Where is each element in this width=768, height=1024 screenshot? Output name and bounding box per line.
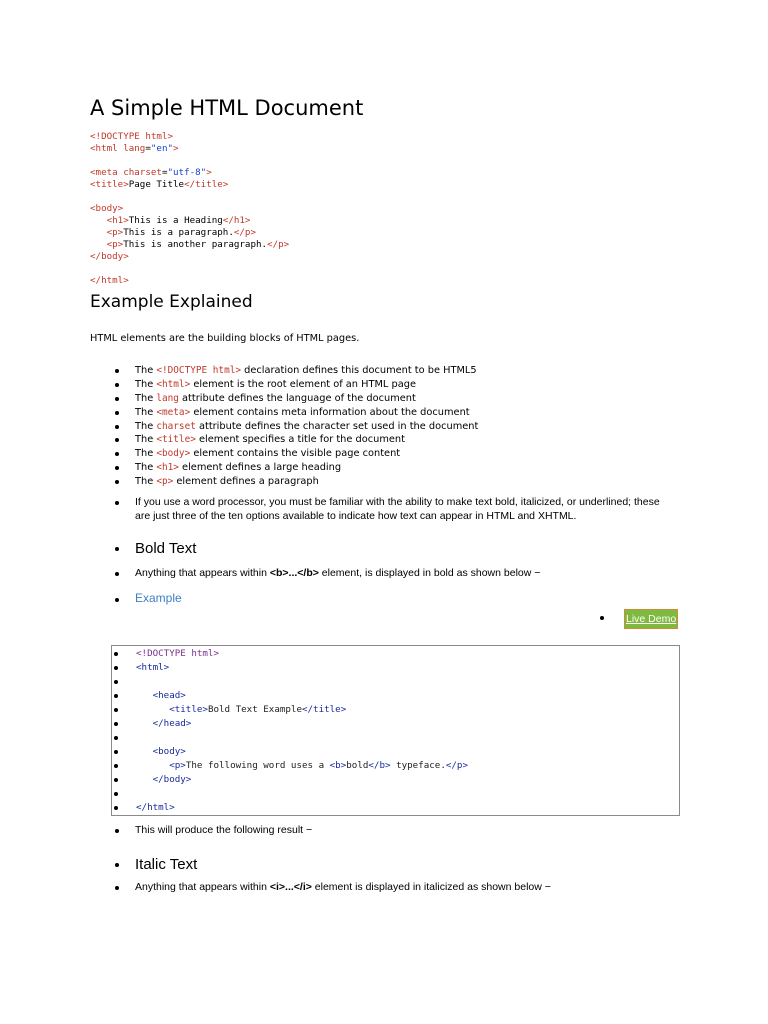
example-code-row xyxy=(112,661,672,675)
code-line xyxy=(90,251,289,263)
code-line xyxy=(90,275,289,287)
bold-desc-pre: Anything that appears within xyxy=(135,567,270,579)
code-line xyxy=(90,215,289,227)
code-token: </title> xyxy=(184,179,229,190)
explained-item xyxy=(113,364,478,378)
explained-item xyxy=(113,406,478,420)
explained-item xyxy=(113,378,478,392)
bullet-icon xyxy=(114,736,118,740)
code-token: This is another paragraph. xyxy=(123,239,268,250)
example-code-line xyxy=(136,647,219,661)
code-token: "en" xyxy=(150,143,174,154)
word-processor-note xyxy=(113,496,675,523)
explained-item xyxy=(113,447,478,461)
code-token: </head> xyxy=(152,718,192,729)
code-token: > xyxy=(206,167,212,178)
bold-desc-post: element, is displayed in bold as shown below − xyxy=(318,567,541,579)
code-token: </p> xyxy=(267,239,290,250)
code-token: </title> xyxy=(301,704,347,715)
explained-item-code: <h1> xyxy=(156,462,179,474)
explained-item-pre: The xyxy=(135,392,157,404)
code-token: <body> xyxy=(90,203,124,214)
example-code-row xyxy=(112,703,672,717)
code-token: <p> xyxy=(169,760,186,771)
code-token: <p> xyxy=(106,239,124,250)
explained-item-post: element contains meta information about the document xyxy=(190,406,470,418)
example-code-line xyxy=(136,661,169,675)
code-token: <html> xyxy=(136,662,170,673)
italic-desc-tag: <i>...</i> xyxy=(269,881,312,893)
example-code-row xyxy=(112,717,672,731)
explained-item-pre: The xyxy=(135,406,157,418)
code-token: Page Title xyxy=(128,179,185,190)
italic-desc-post: element is displayed in italicized as shown below − xyxy=(311,881,551,893)
code-line xyxy=(90,143,289,155)
explained-list xyxy=(113,364,478,489)
explained-item xyxy=(113,420,478,434)
bold-text-heading xyxy=(113,540,196,558)
explained-item-pre: The xyxy=(135,420,157,432)
section-title: Example Explained xyxy=(90,292,253,312)
explained-item-pre: The xyxy=(135,448,157,460)
code-token: <h1> xyxy=(106,215,129,226)
code-token: </body> xyxy=(152,774,192,785)
code-token: <html xyxy=(90,143,124,154)
code-token: <p> xyxy=(106,227,124,238)
code-token xyxy=(90,227,107,238)
code-token: <meta xyxy=(90,167,124,178)
example-code-row xyxy=(112,759,672,773)
bold-description xyxy=(113,567,540,581)
html-code-listing xyxy=(90,131,289,287)
code-line xyxy=(90,131,289,143)
explained-item-pre: The xyxy=(135,462,157,474)
bullet-icon xyxy=(114,708,118,712)
example-code-row xyxy=(112,731,672,745)
example-code-line xyxy=(136,689,186,703)
bullet-icon xyxy=(114,778,118,782)
code-line xyxy=(90,239,289,251)
code-line xyxy=(90,179,289,191)
explained-item xyxy=(113,475,478,489)
example-link[interactable] xyxy=(113,592,182,606)
explained-item-post: attribute defines the character set used in the document xyxy=(195,420,479,432)
code-token xyxy=(136,760,169,771)
code-token xyxy=(136,718,153,729)
explained-item-post: attribute defines the language of the document xyxy=(178,392,416,404)
explained-item-post: declaration defines this document to be HTML5 xyxy=(241,365,477,376)
code-token: = xyxy=(145,143,151,154)
explained-item-code: <meta> xyxy=(156,406,191,418)
code-token: This is a Heading xyxy=(128,215,223,226)
explained-item-code: <html> xyxy=(156,378,191,390)
code-token: </body> xyxy=(90,251,129,262)
code-line xyxy=(90,203,289,215)
code-token: lang xyxy=(123,143,146,154)
code-token: <!DOCTYPE html> xyxy=(136,648,219,659)
explained-item-code: <body> xyxy=(156,448,191,460)
explained-item-post: element specifies a title for the document xyxy=(195,434,405,446)
intro-text: HTML elements are the building blocks of HTML pages. xyxy=(90,333,360,344)
example-code-row xyxy=(112,773,672,787)
bullet-icon xyxy=(114,722,118,726)
example-code-box xyxy=(111,645,680,816)
code-token: <head> xyxy=(152,690,186,701)
explained-item-pre: The xyxy=(135,365,157,376)
page-title: A Simple HTML Document xyxy=(90,96,364,120)
explained-item-code: lang xyxy=(156,392,179,404)
bullet-icon xyxy=(114,666,118,670)
bullet-icon xyxy=(114,750,118,754)
example-code-line xyxy=(136,703,346,717)
explained-item-post: element defines a large heading xyxy=(178,462,342,474)
explained-item-post: element is the root element of an HTML page xyxy=(190,378,416,390)
code-token xyxy=(136,704,169,715)
code-token xyxy=(136,690,153,701)
example-code-line xyxy=(136,745,186,759)
explained-item xyxy=(113,392,478,406)
code-token: <!DOCTYPE html> xyxy=(90,131,173,142)
code-token: This is a paragraph. xyxy=(123,227,234,238)
bullet-icon xyxy=(114,792,118,796)
example-code-line xyxy=(136,759,468,773)
code-token: </html> xyxy=(90,275,129,286)
bullet-icon xyxy=(114,764,118,768)
example-code-row xyxy=(112,801,672,815)
code-token: bold xyxy=(346,760,369,771)
explained-item-post: element contains the visible page content xyxy=(190,448,401,460)
italic-text-heading-label: Italic Text xyxy=(135,856,198,873)
code-blank-line xyxy=(90,191,289,203)
example-code-line xyxy=(136,773,191,787)
italic-description xyxy=(113,881,551,895)
bullet-icon xyxy=(114,806,118,810)
code-token: </html> xyxy=(136,802,175,813)
explained-item-code: charset xyxy=(156,420,196,432)
code-token: <body> xyxy=(152,746,186,757)
code-token: </p> xyxy=(445,760,468,771)
bullet-icon xyxy=(114,680,118,684)
explained-item-pre: The xyxy=(135,476,157,488)
code-token: > xyxy=(173,143,179,154)
example-code-row xyxy=(112,689,672,703)
code-token: </h1> xyxy=(222,215,251,226)
code-token: </b> xyxy=(368,760,391,771)
code-token: Bold Text Example xyxy=(207,704,302,715)
explained-item-pre: The xyxy=(135,434,157,446)
code-token: typeface. xyxy=(390,760,446,771)
example-code-row xyxy=(112,675,672,689)
example-code-row xyxy=(112,745,672,759)
code-token: "utf-8" xyxy=(167,167,207,178)
example-code-line xyxy=(136,717,191,731)
code-token: The following word uses a xyxy=(185,760,330,771)
code-token: <b> xyxy=(329,760,347,771)
explained-item-code: <title> xyxy=(156,434,196,446)
bold-text-heading-label: Bold Text xyxy=(135,540,197,557)
explained-item xyxy=(113,433,478,447)
code-token: <title> xyxy=(169,704,208,715)
example-link-label[interactable]: Example xyxy=(135,591,182,605)
bullet-icon xyxy=(600,616,604,620)
code-token xyxy=(136,746,153,757)
word-processor-note-text: If you use a word processor, you must be familiar with the ability to make text bold, italicized, or underlined; these are just three of the ten options available to indicate how text can appear in HTML and XHTML. xyxy=(135,496,660,522)
explained-item-code: <p> xyxy=(156,476,174,488)
example-code-row xyxy=(112,647,672,661)
explained-item xyxy=(113,461,478,475)
explained-item-post: element defines a paragraph xyxy=(173,476,319,488)
explained-item-pre: The xyxy=(135,378,157,390)
italic-text-heading xyxy=(113,856,197,874)
bullet-icon xyxy=(114,694,118,698)
italic-desc-pre: Anything that appears within xyxy=(135,881,270,893)
example-code-line xyxy=(136,801,175,815)
code-token: </p> xyxy=(233,227,256,238)
code-token xyxy=(90,215,107,226)
code-line xyxy=(90,167,289,179)
code-token xyxy=(90,239,107,250)
code-line xyxy=(90,227,289,239)
code-token: charset xyxy=(123,167,162,178)
bullet-icon xyxy=(114,652,118,656)
example-code-row xyxy=(112,787,672,801)
explained-item-code: <!DOCTYPE html> xyxy=(156,365,242,376)
live-demo-button[interactable]: Live Demo xyxy=(624,609,678,629)
result-note xyxy=(113,824,312,838)
bold-desc-tag: <b>...</b> xyxy=(269,567,319,579)
result-note-text: This will produce the following result − xyxy=(135,824,313,836)
code-blank-line xyxy=(90,155,289,167)
code-token xyxy=(136,774,153,785)
code-blank-line xyxy=(90,263,289,275)
code-token: <title> xyxy=(90,179,129,190)
code-token: = xyxy=(161,167,168,178)
